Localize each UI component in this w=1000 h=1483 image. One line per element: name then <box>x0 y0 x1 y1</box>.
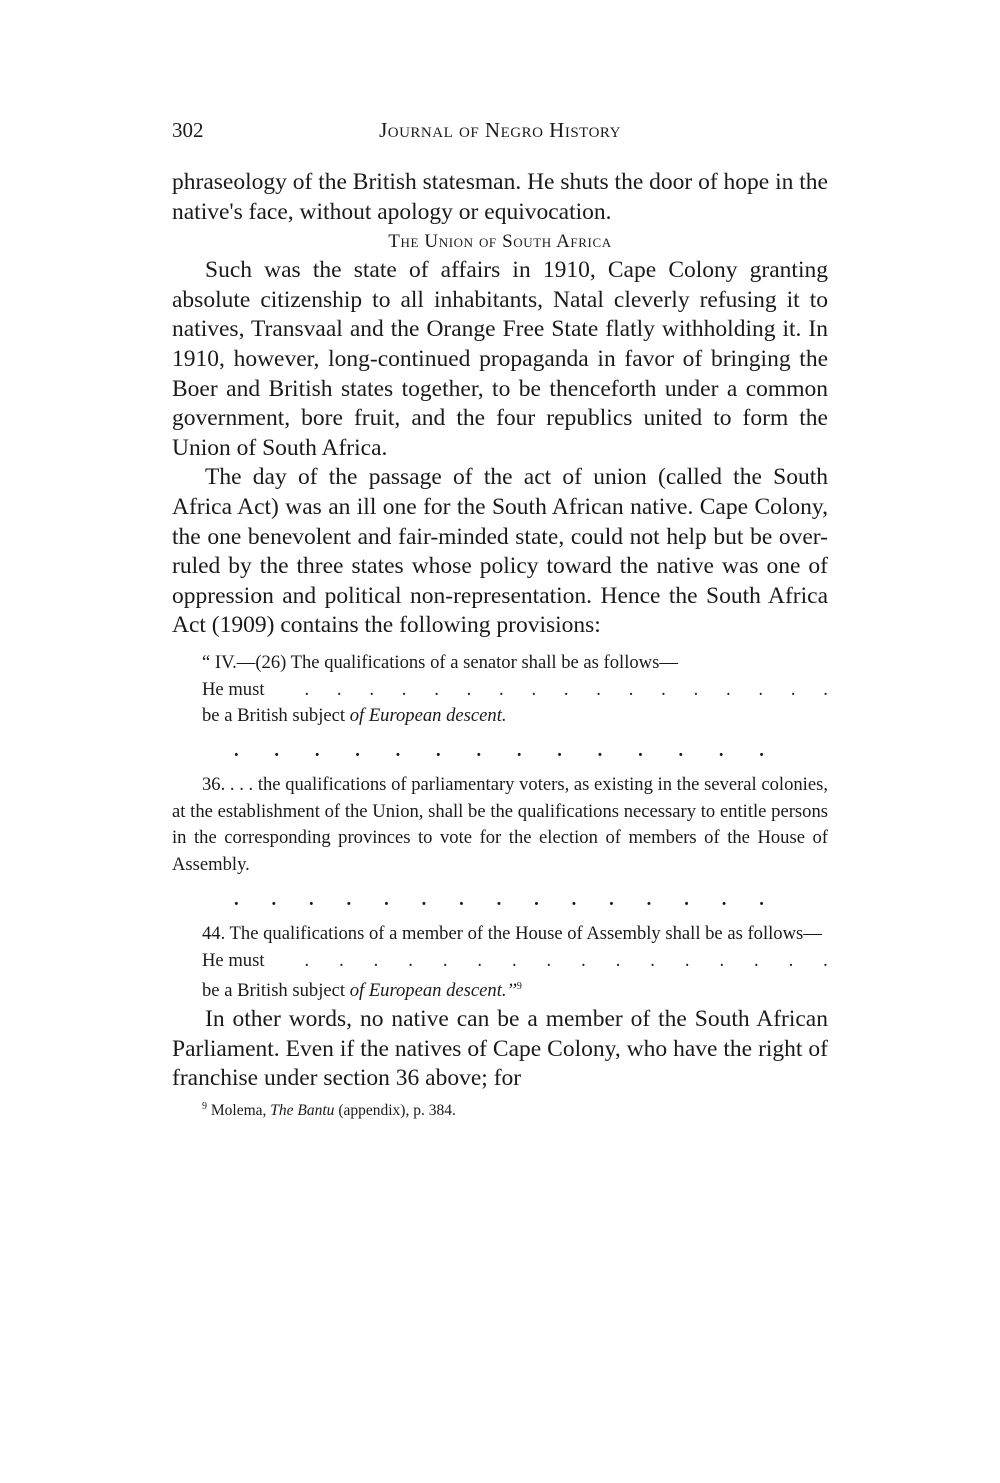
paragraph-1: Such was the state of affairs in 1910, Cape Colony granting absolute citizenship to all inhabitants, Natal cleverly refusing it to natives, Transvaal and the Orange Free State flatly withholding it. In 1910, however, long-continued propaganda in favor of bringing the Boer and British states together, to be thenceforth under a common government, bore fruit, and the four republics united to form the Union of South Africa. <box>172 257 828 461</box>
block-quote <box>172 650 828 1005</box>
quote-section-44: 44. The qualifications of a member of the House of Assembly shall be as follows— <box>202 923 822 945</box>
quote-section-44-tail: be a British subject of European descent.’’$^9$ <box>202 980 522 1002</box>
quote-leader-line-2 <box>172 948 828 975</box>
quote-section-26: “ IV.—(26) The qualifications of a senator shall be as follows— <box>202 651 678 673</box>
emphasis: of European descent. <box>349 705 507 727</box>
page-number: 302 <box>172 118 204 142</box>
page-header <box>172 118 828 148</box>
footnote-rest: (appendix), p. 384. <box>338 1102 456 1120</box>
paragraph-intro: phraseology of the British statesman. He shuts the door of hope in the native's face, without apology or equivocation. <box>172 169 828 225</box>
footnote <box>172 1096 828 1122</box>
footnote-author: Molema, <box>210 1102 267 1120</box>
quote-leader-line <box>172 677 828 704</box>
page-body <box>172 168 828 1122</box>
leader-dots-2: . . . . . . . . . . . . . . . . <box>304 949 828 971</box>
paragraph-2: The day of the passage of the act of union (called the South Africa Act) was an ill one for the South African native. Cape Colony, the one benevolent and fair-minded state, could not help but be over-ruled by the three states whose policy toward the native was one of oppression and political non-representation. Hence the South Africa Act (1909) contains the following provisions: <box>172 464 828 639</box>
paragraph-3: In other words, no native can be a member of the South African Parliament. Even if the natives of Cape Colony, who have the right of franchise under section 36 above; for <box>172 1006 828 1092</box>
quote-he-must: He must <box>202 678 265 700</box>
leader-dots: . . . . . . . . . . . . . . . . . <box>304 678 828 700</box>
running-head: Journal of Negro History <box>379 118 621 142</box>
quote-he-must-2: He must <box>202 949 265 971</box>
footnote-mark: 9 <box>202 1101 207 1112</box>
omission-dots: . . . . . . . . . . . . . . <box>234 739 764 761</box>
footnote-reference: 9 <box>516 981 522 993</box>
quote-section-26-tail: be a British subject of European descent. <box>202 705 507 727</box>
quote-section-36: 36. . . . the qualifications of parliamentary voters, as existing in the several colonies, at the establishment of the Union, shall be the qualifications necessary to entitle persons in the corresponding provinces to vote for the election of members of the House of Assembly. <box>172 774 828 876</box>
footnote-title: The Bantu <box>270 1102 335 1120</box>
section-heading: The Union of South Africa <box>388 231 612 253</box>
omission-dots-2: . . . . . . . . . . . . . . . <box>234 888 764 910</box>
emphasis-2: of European descent.’’ <box>349 980 517 1002</box>
